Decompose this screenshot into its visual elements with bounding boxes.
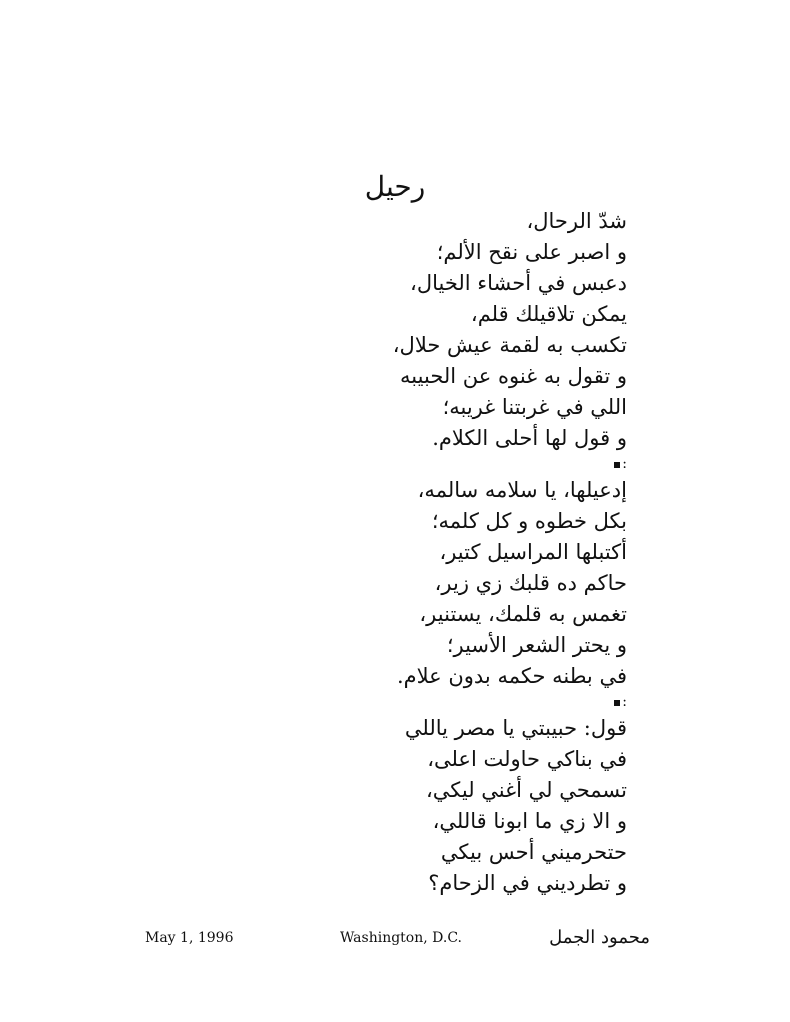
poem-line: اللي في غربتنا غريبه؛ <box>442 395 627 419</box>
stanza-1 <box>207 206 627 475</box>
footer-author-signature: محمود الجمل <box>549 927 650 948</box>
poem-line: تغمس به قلمك، يستنير، <box>419 602 627 626</box>
poem-line: دعبس في أحشاء الخيال، <box>410 271 627 295</box>
poem-line: تكسب به لقمة عيش حلال، <box>392 333 627 357</box>
separator-colon: : <box>622 456 627 472</box>
poem-title: رحيل <box>364 170 426 203</box>
end-of-stanza-mark-icon <box>614 462 620 468</box>
poem-line: و تقول به غنوه عن الحبيبه <box>400 364 627 388</box>
poem-body <box>207 206 627 899</box>
poem-line: شدّ الرحال، <box>526 209 627 233</box>
page-footer <box>145 927 650 954</box>
stanza-3 <box>207 713 627 899</box>
poem-line: و قول لها أحلى الكلام. <box>432 426 627 450</box>
poem-line: و اصبر على نقح الألم؛ <box>436 240 627 264</box>
poem-line: إدعيلها، يا سلامه سالمه، <box>417 478 627 502</box>
poem-line: و تطرديني في الزحام؟ <box>428 871 627 895</box>
end-of-stanza-mark-icon <box>614 700 620 706</box>
stanza-separator <box>207 692 627 713</box>
poem-line: و يحتر الشعر الأسير؛ <box>446 633 627 657</box>
poem-line: قول: حبيبتي يا مصر ياللي <box>404 716 627 740</box>
poem-line: تسمحي لي أغني ليكي، <box>426 778 627 802</box>
poem-line: في بناكي حاولت اعلى، <box>427 747 627 771</box>
poem-line: في بطنه حكمه بدون علام. <box>396 664 627 688</box>
poem-line: بكل خطوه و كل كلمه؛ <box>431 509 627 533</box>
poem-line: و الا زي ما ابونا قاللي، <box>432 809 627 833</box>
poem-line: أكتبلها المراسيل كتير، <box>439 540 627 564</box>
stanza-2 <box>207 475 627 713</box>
poem-line: حتحرميني أحس بيكي <box>440 840 627 864</box>
stanza-separator <box>207 454 627 475</box>
separator-colon: : <box>622 694 627 710</box>
footer-date: May 1, 1996 <box>145 930 234 946</box>
footer-place: Washington, D.C. <box>340 930 462 946</box>
poem-line: حاكم ده قلبك زي زير، <box>434 571 627 595</box>
poem-line: يمكن تلاقيلك قلم، <box>470 302 627 326</box>
